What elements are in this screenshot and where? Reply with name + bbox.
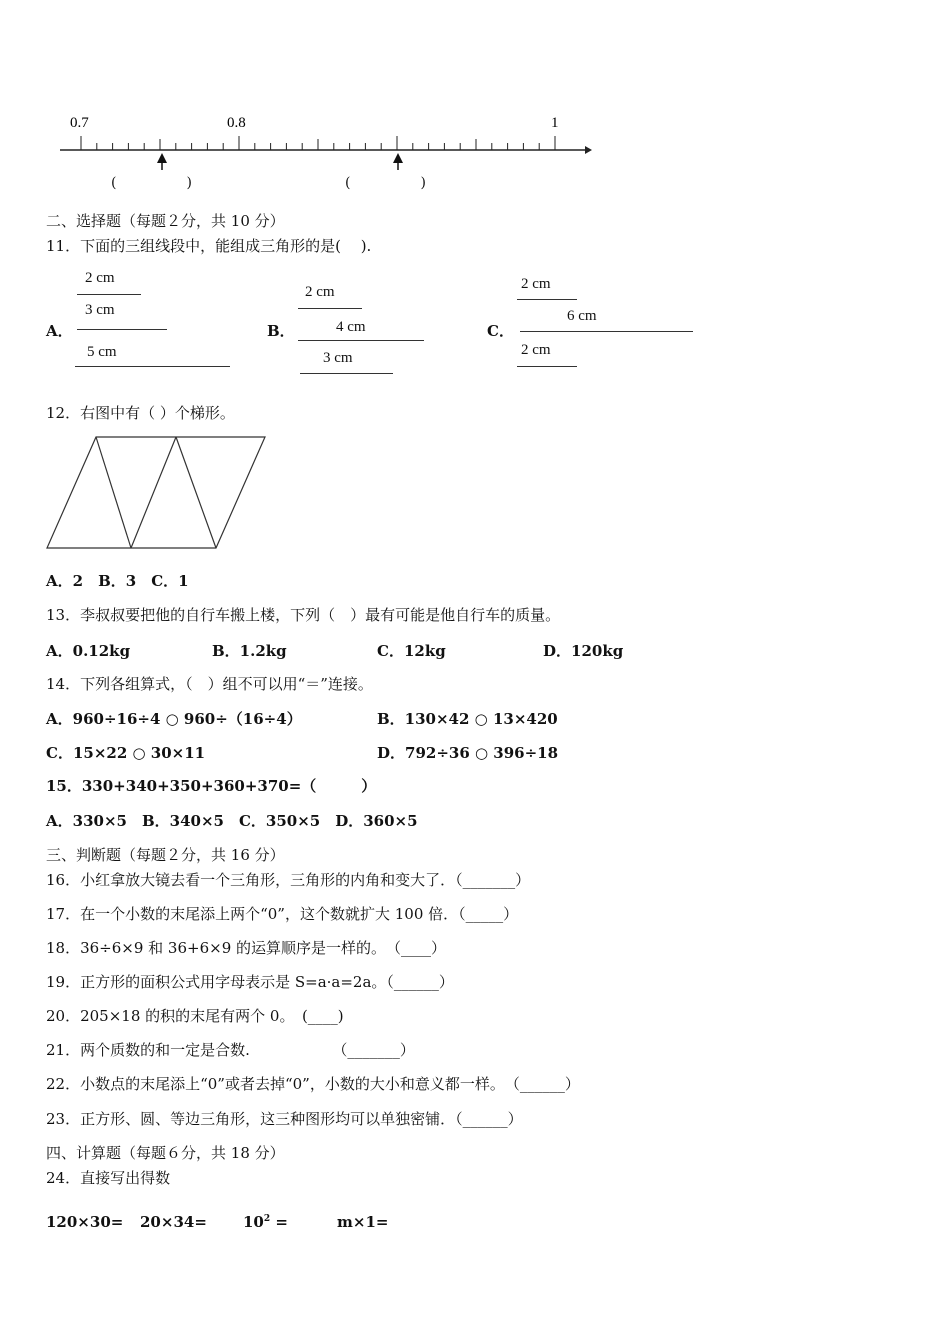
option-a[interactable]: A．0.12kg xyxy=(46,642,131,660)
question-14-stem: 14．下列各组算式，（ ）组不可以用“＝”连接。 xyxy=(46,675,373,693)
option-a[interactable]: A．960÷16÷4 ○ 960÷（16÷4） xyxy=(46,710,302,728)
question-15-stem: 15．330+340+350+360+370=（ ） xyxy=(46,777,377,795)
inner-diagonal xyxy=(131,437,176,548)
segment-label: 3 cm xyxy=(323,350,353,366)
segment-line xyxy=(298,308,362,309)
calc-expression: 120×30= xyxy=(46,1213,124,1231)
segment-line xyxy=(298,340,424,341)
number-line-ticks xyxy=(81,136,555,150)
segment-label: 4 cm xyxy=(336,319,366,335)
judge-question: 19．正方形的面积公式用字母表示是 S=a·a=2a。（______） xyxy=(46,973,454,991)
segment-line xyxy=(75,366,230,367)
option-b[interactable]: B．1.2kg xyxy=(212,642,287,660)
parallelogram-outline xyxy=(47,437,265,548)
power-base: 10 xyxy=(243,1213,264,1231)
segment-label: 3 cm xyxy=(85,302,115,318)
option-b[interactable]: B．130×42 ○ 13×420 xyxy=(377,710,558,728)
judge-question: 20．205×18 的积的末尾有两个 0。 (____) xyxy=(46,1007,344,1025)
judge-question: 22．小数点的末尾添上“0”或者去掉“0”，小数的大小和意义都一样。 （______） xyxy=(46,1075,580,1093)
segment-line xyxy=(77,329,167,330)
number-line-blank-2[interactable]: ( ) xyxy=(345,175,426,191)
power-tail: = xyxy=(270,1213,288,1231)
question-11-stem: 11．下面的三组线段中，能组成三角形的是( ). xyxy=(46,237,372,255)
option-d[interactable]: D．792÷36 ○ 396÷18 xyxy=(377,744,559,762)
question-12-options: A．2 B．3 C．1 xyxy=(46,572,189,590)
segment-line xyxy=(517,299,577,300)
option-c-label[interactable]: C． xyxy=(487,322,514,340)
power-exponent: 2 xyxy=(263,1214,271,1224)
trapezoid-figure xyxy=(44,432,270,552)
segment-line xyxy=(517,366,577,367)
segment-label: 2 cm xyxy=(85,270,115,286)
question-15-options: A．330×5 B．340×5 C．350×5 D．360×5 xyxy=(46,812,418,830)
segment-line xyxy=(520,331,693,332)
number-line-arrowhead xyxy=(585,146,592,154)
number-line-label-mid: 0.8 xyxy=(227,115,246,131)
question-12-stem: 12．右图中有（ ）个梯形。 xyxy=(46,404,235,422)
inner-diagonal xyxy=(96,437,131,548)
number-line-blank-1[interactable]: ( ) xyxy=(111,175,192,191)
section-title: 四、计算题（每题６分，共 18 分） xyxy=(46,1144,285,1162)
option-c[interactable]: C．12kg xyxy=(377,642,446,660)
calc-expression-power xyxy=(243,1213,288,1231)
calc-expression: m×1= xyxy=(337,1213,389,1231)
judge-question: 18．36÷6×9 和 36+6×9 的运算顺序是一样的。 （____） xyxy=(46,939,447,957)
option-c[interactable]: C．15×22 ○ 30×11 xyxy=(46,744,206,762)
judge-question: 23．正方形、圆、等边三角形，这三种图形均可以单独密铺．（______） xyxy=(46,1110,523,1128)
judge-question: 16．小红拿放大镜去看一个三角形，三角形的内角和变大了．（_______） xyxy=(46,871,531,889)
option-b-label[interactable]: B． xyxy=(267,322,295,340)
question-24-stem: 24．直接写出得数 xyxy=(46,1169,171,1187)
segment-label: 5 cm xyxy=(87,344,117,360)
number-line-label-start: 0.7 xyxy=(70,115,89,131)
calc-expression: 20×34= xyxy=(140,1213,207,1231)
judge-question: 21．两个质数的和一定是合数. （_______） xyxy=(46,1041,415,1059)
segment-label: 2 cm xyxy=(305,284,335,300)
segment-label: 2 cm xyxy=(521,276,551,292)
question-13-stem: 13．李叔叔要把他的自行车搬上楼，下列（ ）最有可能是他自行车的质量。 xyxy=(46,606,561,624)
inner-diagonal xyxy=(176,437,216,548)
option-a-label[interactable]: A． xyxy=(46,322,73,340)
segment-line xyxy=(300,373,393,374)
section-title: 三、判断题（每题２分，共 16 分） xyxy=(46,846,285,864)
judge-question: 17．在一个小数的末尾添上两个“0”，这个数就扩大 100 倍．（_____） xyxy=(46,905,519,923)
section-title: 二、选择题（每题２分，共 10 分） xyxy=(46,212,285,230)
number-line-label-end: 1 xyxy=(551,115,559,131)
segment-label: 6 cm xyxy=(567,308,597,324)
segment-label: 2 cm xyxy=(521,342,551,358)
segment-line xyxy=(77,294,141,295)
option-d[interactable]: D．120kg xyxy=(543,642,624,660)
